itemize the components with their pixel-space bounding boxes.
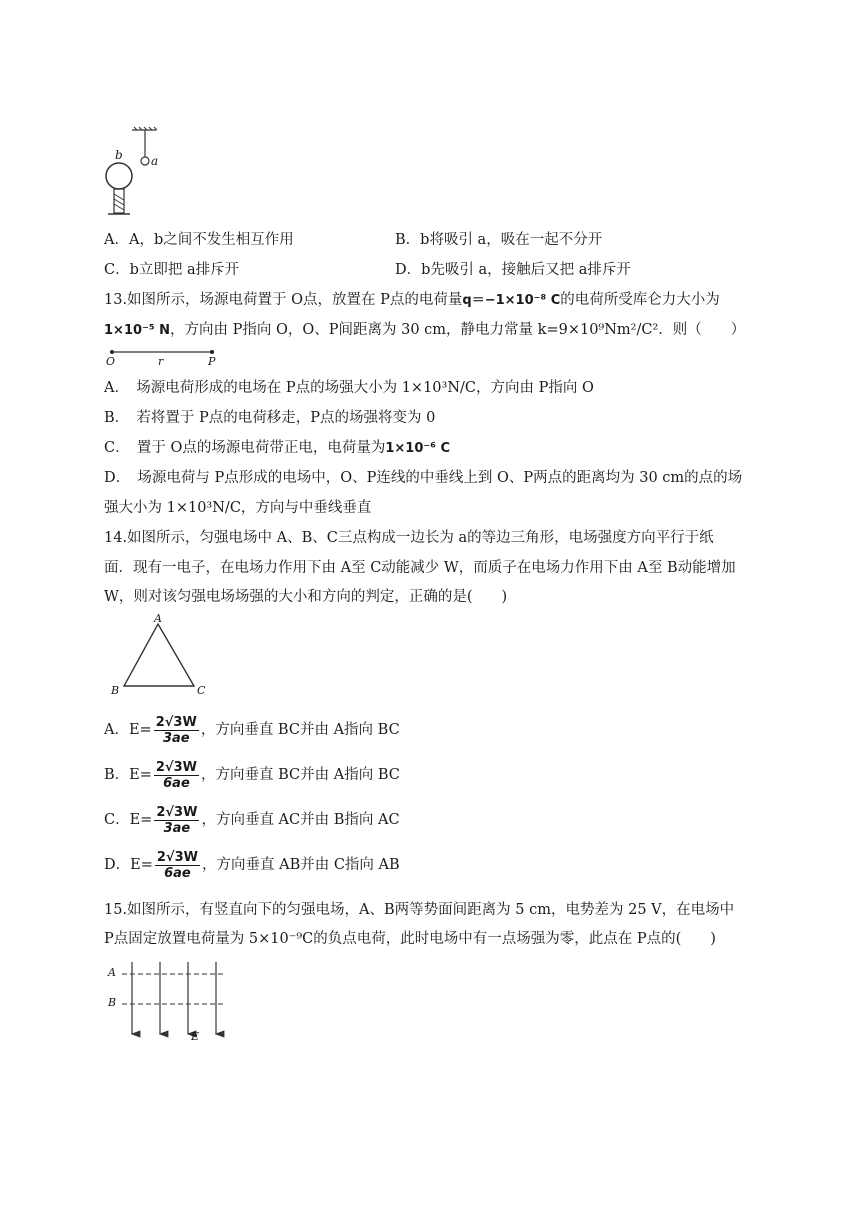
q14-option-c-fraction: $\frac{2√3W}{3ae}$ xyxy=(156,804,198,836)
q12-label-b: b xyxy=(115,148,123,162)
q13-charge-formula: q＝−1×10⁻⁸ C xyxy=(462,293,561,308)
q12-option-a: A．A，b之间不发生相互作用 xyxy=(104,232,294,248)
q13-option-a: A． 场源电荷形成的电场在 P点的场强大小为 1×10³N/C，方向由 P指向 O xyxy=(104,380,594,396)
q15-stem-line2: P点固定放置电荷量为 5×10⁻⁹C的负点电荷，此时电场中有一点场强为零，此点在 P点的( ) xyxy=(104,931,716,947)
q13-option-c-formula: 1×10⁻⁶ C xyxy=(385,441,450,456)
q15-stem-line1: 15.如图所示，有竖直向下的匀强电场，A、B两等势面间距离为 5 cm，电势差为 25 V，在电场中 xyxy=(104,902,735,918)
q13-option-b: B． 若将置于 P点的电荷移走，P点的场强将变为 0 xyxy=(104,410,436,426)
q14-option-b: B．E= $\frac{2√3W}{6ae}$ ，方向垂直 BC并由 A指向 BC xyxy=(104,759,400,791)
q14-option-b-fraction: $\frac{2√3W}{6ae}$ xyxy=(155,759,197,791)
q13-option-d-line2: 强大小为 1×10³N/C，方向与中垂线垂直 xyxy=(104,500,372,516)
q14-option-a-fraction: $\frac{2√3W}{3ae}$ xyxy=(155,714,197,746)
q13-option-c: C． 置于 O点的场源电荷带正电，电荷量为1×10⁻⁶ C xyxy=(104,440,450,456)
q13-label-r: r xyxy=(158,355,164,368)
q12-label-a: a xyxy=(151,154,159,168)
q15-label-b: B xyxy=(108,996,117,1009)
q13-label-p: P xyxy=(208,355,216,368)
q14-option-d: D．E= $\frac{2√3W}{6ae}$ ，方向垂直 AB并由 C指向 AB xyxy=(104,849,400,881)
q14-stem-line3: W，则对该匀强电场场强的大小和方向的判定，正确的是( ) xyxy=(104,589,508,605)
q14-option-d-fraction: $\frac{2√3W}{6ae}$ xyxy=(156,849,198,881)
q15-field-figure xyxy=(104,958,234,1044)
q14-stem-line1: 14.如图所示，匀强电场中 A、B、C三点构成一边长为 a的等边三角形，电场强度方向平行于纸 xyxy=(104,530,714,546)
q14-label-b: B xyxy=(111,684,120,697)
q14-stem-line2: 面．现有一电子，在电场力作用下由 A至 C动能减少 W，而质子在电场力作用下由 A至 B动能增加 xyxy=(104,560,736,576)
q13-force-formula: 1×10⁻⁵ N xyxy=(104,323,170,338)
q14-label-a: A xyxy=(154,612,162,625)
q14-option-a: A．E= $\frac{2√3W}{3ae}$ ，方向垂直 BC并由 A指向 BC xyxy=(104,714,400,746)
q12-figure xyxy=(100,126,170,218)
q14-option-c: C．E= $\frac{2√3W}{3ae}$ ，方向垂直 AC并由 B指向 AC xyxy=(104,804,400,836)
q15-label-e: E xyxy=(191,1030,200,1043)
q14-label-c: C xyxy=(197,684,206,697)
q13-stem-line2: 1×10⁻⁵ N，方向由 P指向 O，O、P间距离为 30 cm，静电力常量 k=9×10⁹Nm²/C²．则（ ） xyxy=(104,322,746,338)
q12-option-c: C．b立即把 a排斥开 xyxy=(104,262,240,278)
q15-label-a: A xyxy=(108,966,116,979)
q12-option-b: B．b将吸引 a，吸在一起不分开 xyxy=(395,232,603,248)
q13-stem-line1: 13.如图所示，场源电荷置于 O点，放置在 P点的电荷量q＝−1×10⁻⁸ C的电荷所受库仑力大小为 xyxy=(104,292,720,308)
q13-option-d-line1: D． 场源电荷与 P点形成的电场中，O、P连线的中垂线上到 O、P两点的距离均为 30 cm的点的场 xyxy=(104,470,743,486)
q12-option-d: D．b先吸引 a，接触后又把 a排斥开 xyxy=(395,262,631,278)
q13-label-o: O xyxy=(106,355,116,368)
